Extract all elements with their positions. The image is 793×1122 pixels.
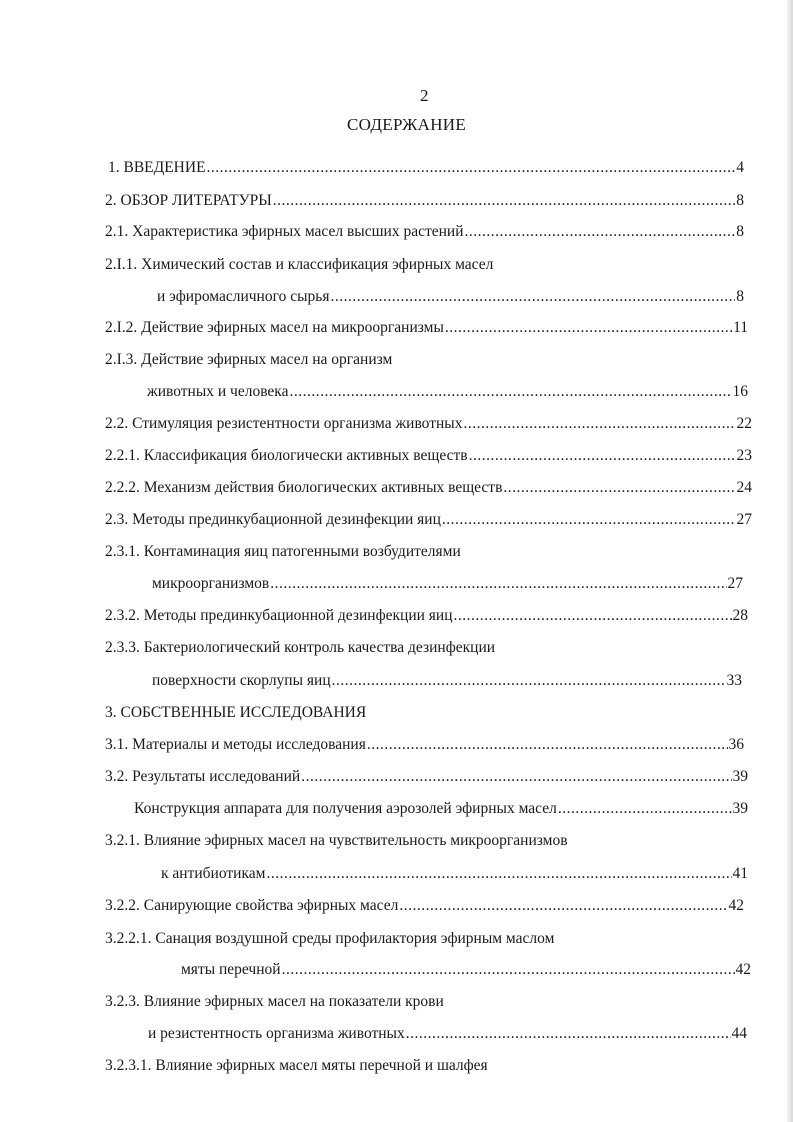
toc-entry: [105, 222, 744, 242]
toc-entry-page: 8: [736, 192, 744, 209]
toc-entry-first-line: 3.2.3. Влияние эфирных масел на показатели крови: [105, 993, 444, 1010]
toc-entry-first-line: 2.I.1. Химический состав и классификация эфирных масел: [105, 256, 494, 273]
toc-entry-first-line: 3.2.1. Влияние эфирных масел на чувствительность микроорганизмов: [105, 832, 568, 849]
toc-entry-text: 2.3.2. Методы прединкубационной дезинфекции яиц: [105, 607, 453, 624]
toc-entry-text: микроорганизмов: [152, 575, 270, 592]
dot-leader: [558, 799, 732, 819]
dot-leader: [301, 767, 731, 787]
toc-entry-page: 16: [732, 383, 748, 400]
toc-section-heading: 3. СОБСТВЕННЫЕ ИССЛЕДОВАНИЯ: [105, 704, 367, 721]
toc-entry: [157, 287, 744, 307]
toc-entry-first-line: 2.3.1. Контаминация яиц патогенными возбудителями: [105, 543, 461, 560]
dot-leader: [445, 318, 732, 338]
toc-entry-text: и резистентность организма животных: [148, 1025, 405, 1042]
toc-entry: [105, 767, 748, 787]
dot-leader: [465, 222, 736, 242]
toc-entry: [105, 896, 744, 916]
toc-entry: [105, 478, 752, 498]
toc-entry-text: 2.2.2. Механизм действия биологических активных веществ: [105, 479, 503, 496]
toc-entry: [161, 864, 748, 884]
toc-entry-text: 2. ОБЗОР ЛИТЕРАТУРЫ: [105, 192, 272, 209]
toc-entry-text: и эфиромасличного сырья: [157, 288, 330, 305]
toc-entry-first-line: 3.2.2.1. Санация воздушной среды профилактория эфирным маслом: [105, 930, 555, 947]
toc-entry-page: 27: [727, 575, 743, 592]
toc-entry: [105, 318, 748, 338]
toc-entry: [105, 606, 748, 626]
dot-leader: [442, 510, 736, 530]
toc-entry-page: 39: [732, 800, 748, 817]
toc-entry-page: 8: [736, 288, 744, 305]
dot-leader: [463, 414, 735, 434]
toc-entry-text: мяты перечной: [181, 961, 281, 978]
toc-entry: [105, 446, 752, 466]
dot-leader: [399, 896, 727, 916]
toc-entry-text: поверхности скорлупы яиц: [152, 672, 331, 689]
dot-leader: [330, 287, 735, 307]
toc-entry-first-line: 2.3.3. Бактериологический контроль качества дезинфекции: [105, 639, 496, 656]
toc-entry-page: 24: [736, 479, 752, 496]
toc-entry: [152, 574, 743, 594]
toc-entry-page: 11: [733, 319, 748, 336]
toc-entry: [152, 671, 742, 691]
page-number: 2: [420, 86, 429, 105]
toc-entry-page: 42: [735, 961, 751, 978]
toc-entry-page: 28: [732, 607, 748, 624]
toc-entry: [105, 735, 744, 755]
toc-entry: [148, 1024, 747, 1044]
toc-entry-page: 44: [731, 1025, 747, 1042]
dot-leader: [207, 158, 736, 178]
toc-entry: [181, 960, 751, 980]
toc-entry-text: животных и человека: [147, 383, 289, 400]
toc-entry: [105, 510, 752, 530]
dot-leader: [469, 446, 736, 466]
toc-entry: [105, 191, 744, 211]
toc-entry-page: 33: [726, 672, 742, 689]
dot-leader: [266, 864, 731, 884]
dot-leader: [503, 478, 735, 498]
toc-entry-text: 3.2.2. Санирующие свойства эфирных масел: [105, 897, 399, 914]
scan-edge: [787, 0, 793, 1122]
toc-entry: [147, 382, 748, 402]
dot-leader: [270, 574, 726, 594]
toc-entry-page: 41: [732, 865, 748, 882]
page-title: СОДЕРЖАНИЕ: [347, 115, 467, 134]
toc-entry: [108, 158, 744, 178]
dot-leader: [454, 606, 732, 626]
toc-entry-page: 8: [736, 223, 744, 240]
dot-leader: [282, 960, 735, 980]
toc-entry-first-line: 3.2.3.1. Влияние эфирных масел мяты перечной и шалфея: [105, 1057, 488, 1074]
toc-entry-page: 42: [728, 897, 744, 914]
dot-leader: [406, 1024, 731, 1044]
toc-entry-text: 2.2. Стимуляция резистентности организма животных: [105, 415, 463, 432]
toc-entry-page: 23: [736, 447, 752, 464]
toc-entry: [105, 414, 752, 434]
toc-entry-page: 39: [732, 768, 748, 785]
toc-entry-text: 2.1. Характеристика эфирных масел высших растений: [105, 223, 464, 240]
dot-leader: [332, 671, 726, 691]
dot-leader: [367, 735, 728, 755]
toc-entry-text: 2.2.1. Классификация биологически активных веществ: [105, 447, 468, 464]
toc-entry-text: к антибиотикам: [161, 865, 266, 882]
toc-entry-page: 36: [728, 736, 744, 753]
toc-entry-text: 1. ВВЕДЕНИЕ: [108, 159, 206, 176]
toc-entry: [134, 799, 748, 819]
dot-leader: [289, 382, 731, 402]
toc-entry-text: 3.2. Результаты исследований: [105, 768, 301, 785]
toc-entry-text: 2.I.2. Действие эфирных масел на микроорганизмы: [105, 319, 444, 336]
dot-leader: [273, 191, 736, 211]
toc-entry-page: 27: [736, 511, 752, 528]
toc-entry-page: 4: [736, 159, 744, 176]
toc-entry-first-line: 2.I.3. Действие эфирных масел на организм: [105, 351, 393, 368]
toc-entry-text: 3.1. Материалы и методы исследования: [105, 736, 366, 753]
toc-entry-text: 2.3. Методы прединкубационной дезинфекции яиц: [105, 511, 441, 528]
toc-entry-page: 22: [736, 415, 752, 432]
toc-entry-text: Конструкция аппарата для получения аэрозолей эфирных масел: [134, 800, 557, 817]
